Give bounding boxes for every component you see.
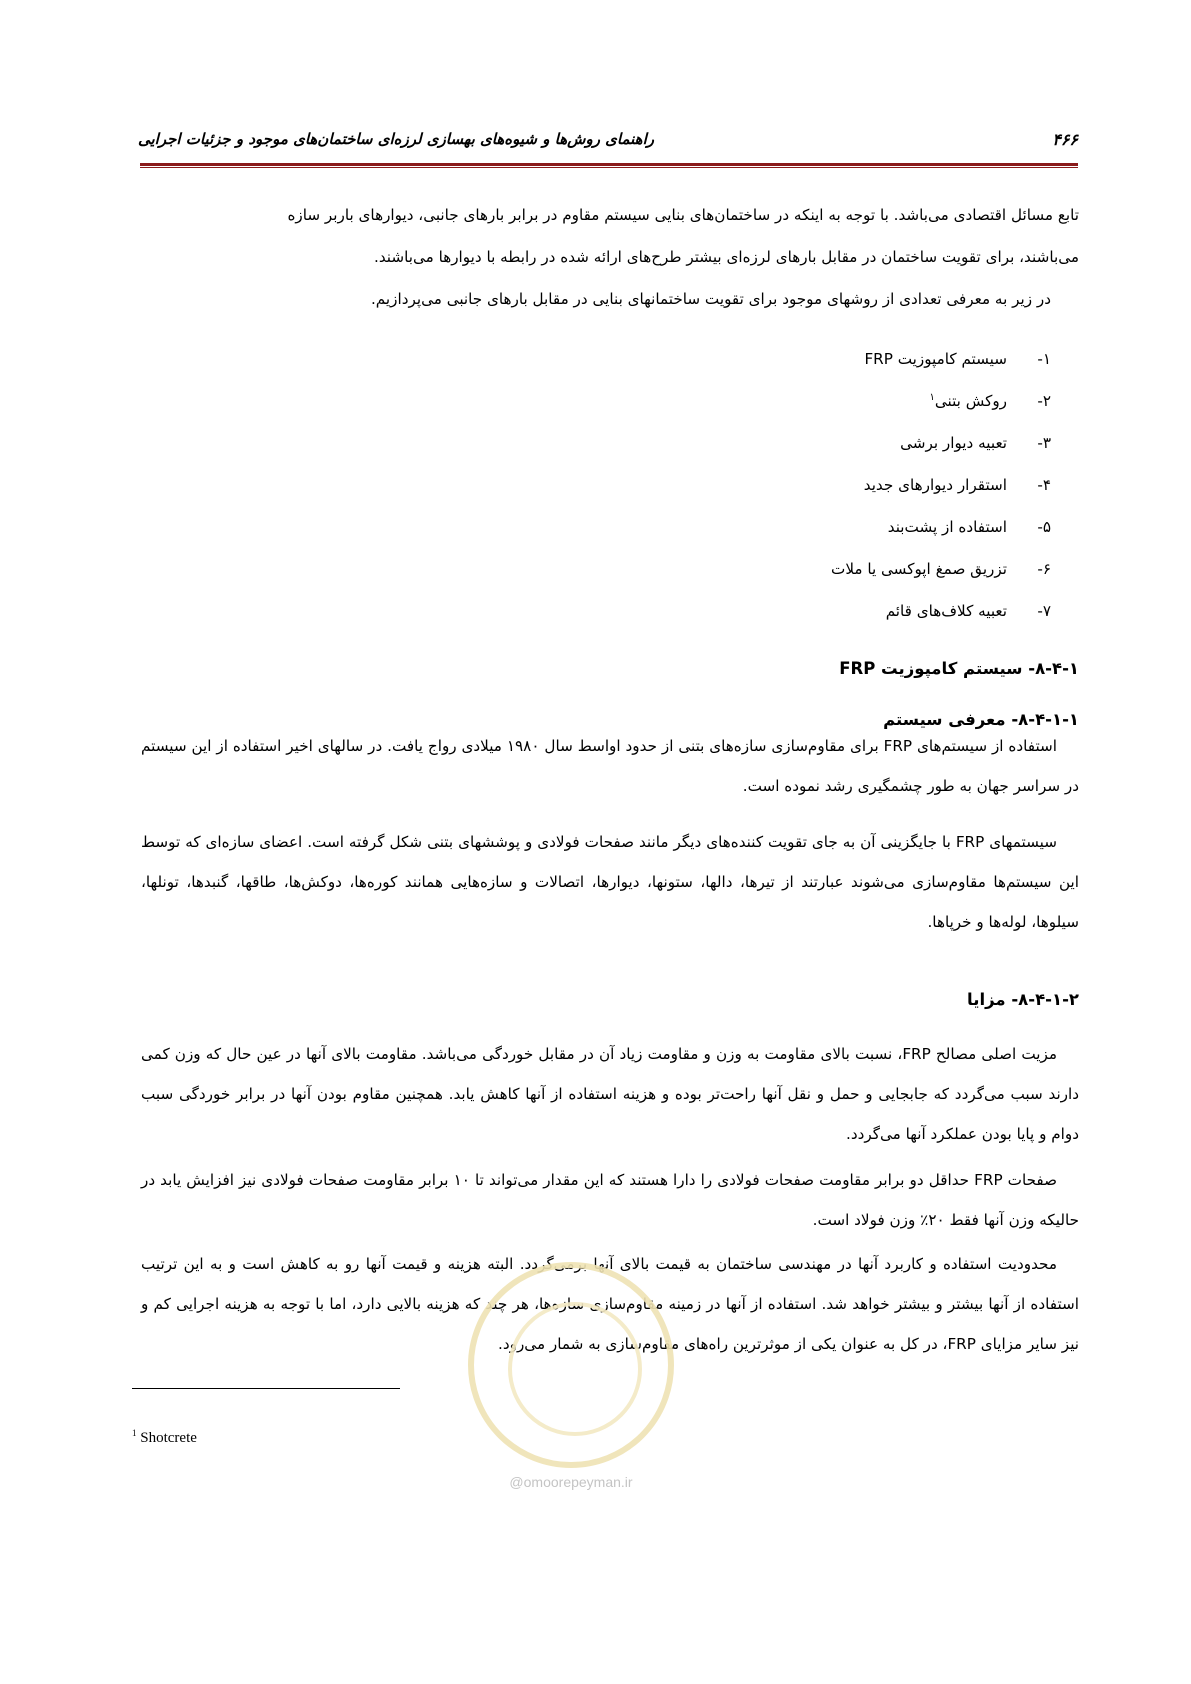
list-item: ۱-سیستم کامپوزیت FRP xyxy=(864,350,1051,368)
list-item: ۳-تعبیه دیوار برشی xyxy=(900,434,1051,452)
paragraph: استفاده از سیستم‌های FRP برای مقاوم‌سازی سازه‌های بتنی از حدود اواسط سال ۱۹۸۰ میلادی رواج یافت. در سالهای اخیر استفاده از این سیستم در سراسر جهان به طور چشمگیری رشد نموده است. xyxy=(141,737,1079,795)
paragraph: مزیت اصلی مصالح FRP، نسبت بالای مقاومت به وزن و مقاومت زیاد آن در مقابل خوردگی می‌باشد. مقاومت بالای آنها در عین حال که وزن کمی دارند سبب می‌گردد که جابجایی و حمل و نقل آنها راحت‌تر بوده و هزینه استفاده از آنها کاهش یابد. همچنین مقاوم بودن آنها در برابر خوردگی سبب دوام و پایا بودن عملکرد آنها می‌گردد. xyxy=(141,1045,1079,1143)
methods-list xyxy=(831,350,1051,644)
footnote xyxy=(132,1428,197,1447)
section-heading: ۸-۴-۱- سیستم کامپوزیت FRP xyxy=(839,659,1079,678)
list-item: ۴-استقرار دیوارهای جدید xyxy=(863,476,1051,494)
watermark-seal xyxy=(468,1262,674,1468)
book-title: راهنمای روش‌ها و شیوه‌های بهسازی لرزه‌ای ساختمان‌های موجود و جزئیات اجرایی xyxy=(137,130,654,148)
paragraph: محدودیت استفاده و کاربرد آنها در مهندسی ساختمان به قیمت بالای آنها برمی‌گردد. البته هزینه و قیمت آنها رو به کاهش است و به این ترتیب استفاده از آنها بیشتر و بیشتر خواهد شد. استفاده از آنها در زمینه مقاوم‌سازی سازه‌ها، هر چند که هزینه بالایی دارد، اما با توجه به هزینه اجرایی کم و نیز سایر مزایای FRP، در کل به عنوان یکی از موثرترین راه‌های مقاوم‌سازی به شمار می‌رود. xyxy=(141,1255,1079,1353)
intro-line-1: تابع مسائل اقتصادی می‌باشد. با توجه به اینکه در ساختمان‌های بنایی سیستم مقاوم در برابر بارهای جانبی، دیوارهای باربر سازه xyxy=(287,206,1079,224)
list-item: ۵-استفاده از پشت‌بند xyxy=(887,518,1051,536)
list-item: ۶-تزریق صمغ اپوکسی یا ملات xyxy=(831,560,1051,578)
subsection-heading: ۸-۴-۱-۲- مزایا xyxy=(967,990,1079,1009)
list-item: ۲-روکش بتنی$^۱$ xyxy=(929,392,1051,411)
page-number: ۴۶۶ xyxy=(1052,130,1078,149)
paragraph: صفحات FRP حداقل دو برابر مقاومت صفحات فولادی را دارا هستند که این مقدار می‌تواند تا ۱۰ برابر مقاومت صفحات فولادی نیز افزایش یابد در حالیکه وزن آنها فقط ۲۰٪ وزن فولاد است. xyxy=(141,1171,1079,1229)
subsection-heading: ۸-۴-۱-۱- معرفی سیستم xyxy=(883,710,1079,729)
watermark-url: @omoorepeyman.ir xyxy=(509,1474,633,1490)
paragraph: سیستمهای FRP با جایگزینی آن به جای تقویت کننده‌های دیگر مانند صفحات فولادی و پوششهای بتنی شکل گرفته است. اعضای سازه‌ای که توسط این سیستم‌ها مقاوم‌سازی می‌شوند عبارتند از تیرها، دالها، ستونها، دیوارها، اتصالات و سازه‌هایی همانند کوره‌ها، دوکش‌ها، طاقها، گنبدها، تونلها، سیلوها، لوله‌ها و خرپاها. xyxy=(141,833,1079,931)
header-rule-thin xyxy=(140,167,1078,168)
intro-line-2: می‌باشند، برای تقویت ساختمان در مقابل بارهای لرزه‌ای بیشتر طرح‌های ارائه شده در رابطه با دیوارها می‌باشند. xyxy=(374,248,1079,266)
intro-paragraph-2: در زیر به معرفی تعدادی از روشهای موجود برای تقویت ساختمانهای بنایی در مقابل بارهای جانبی می‌پردازیم. xyxy=(370,290,1051,308)
footnote-marker: ۱ xyxy=(929,392,935,403)
footnote-text: Shotcrete xyxy=(140,1430,197,1446)
footnote-rule xyxy=(132,1388,400,1389)
list-item: ۷-تعبیه کلاف‌های قائم xyxy=(885,602,1051,620)
running-header xyxy=(137,130,1078,160)
footnote-number: 1 xyxy=(132,1428,137,1438)
header-rule xyxy=(140,163,1078,166)
